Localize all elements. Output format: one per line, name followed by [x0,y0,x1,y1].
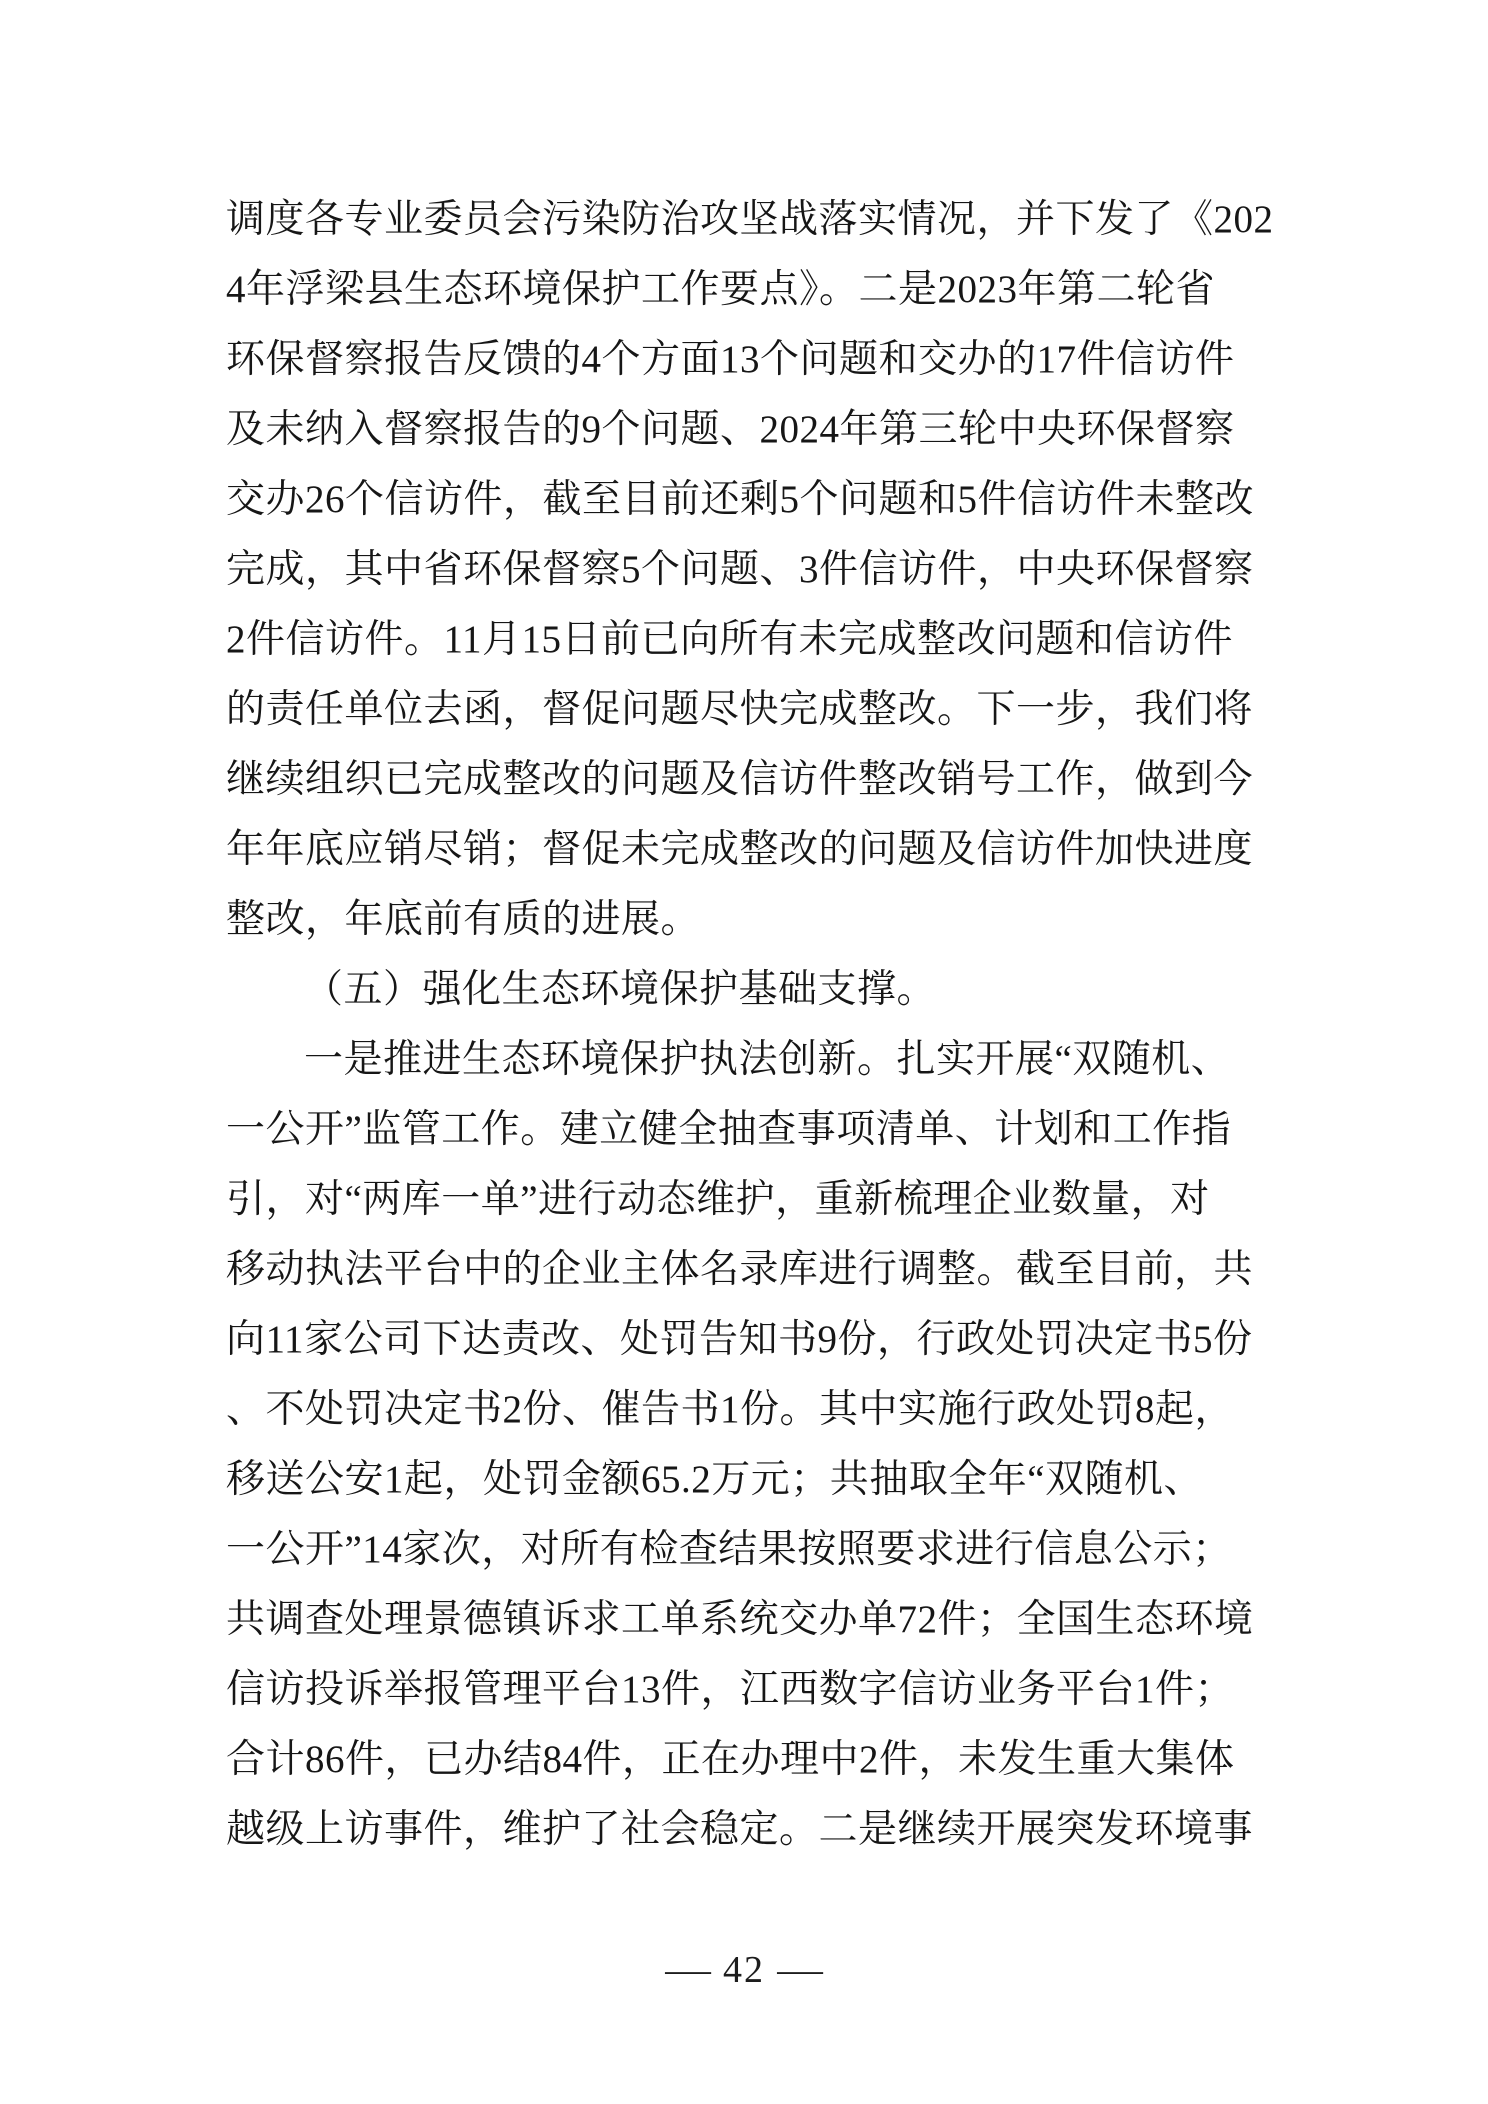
text-line: 一公开”监管工作。建立健全抽查事项清单、计划和工作指 [226,1108,1232,1151]
text-line: 环保督察报告反馈的4个方面13个问题和交办的17件信访件 [226,338,1235,381]
page-text-block [226,185,1274,1865]
page-number: 42 [723,1949,765,1991]
text-line: 移送公安1起，处罚金额65.2万元；共抽取全年“双随机、 [226,1458,1204,1501]
text-line: 移动执法平台中的企业主体名录库进行调整。截至目前，共 [226,1248,1254,1291]
text-line: 信访投诉举报管理平台13件，江西数字信访业务平台1件； [226,1668,1235,1711]
text-line: 引，对“两库一单”进行动态维护，重新梳理企业数量，对 [226,1178,1210,1221]
text-line: 交办26个信访件，截至目前还剩5个问题和5件信访件未整改 [226,478,1255,521]
section-heading-line: （五）强化生态环境保护基础支撑。 [304,968,937,1011]
footer-right-dash: — [777,1949,823,1991]
text-line: 及未纳入督察报告的9个问题、2024年第三轮中央环保督察 [226,408,1235,451]
text-line: 越级上访事件，维护了社会稳定。二是继续开展突发环境事 [226,1808,1254,1851]
text-line: 完成，其中省环保督察5个问题、3件信访件，中央环保督察 [226,548,1254,591]
text-line: 一公开”14家次，对所有检查结果按照要求进行信息公示； [226,1528,1232,1571]
text-line: 4年浮梁县生态环境保护工作要点》。二是2023年第二轮省 [226,268,1216,311]
text-line: 共调查处理景德镇诉求工单系统交办单72件；全国生态环境 [226,1598,1254,1641]
text-line: 调度各专业委员会污染防治攻坚战落实情况，并下发了《202 [226,198,1274,241]
text-line: 合计86件，已办结84件，正在办理中2件，未发生重大集体 [226,1738,1235,1781]
page-footer [0,1948,1488,1992]
text-line: 2件信访件。11月15日前已向所有未完成整改问题和信访件 [226,618,1234,661]
text-line: 的责任单位去函，督促问题尽快完成整改。下一步，我们将 [226,688,1254,731]
text-line: 、不处罚决定书2份、催告书1份。其中实施行政处罚8起， [226,1388,1235,1431]
text-line: 向11家公司下达责改、处罚告知书9份，行政处罚决定书5份 [226,1318,1253,1361]
text-line: 整改，年底前有质的进展。 [226,898,701,941]
text-line: 年年底应销尽销；督促未完成整改的问题及信访件加快进度 [226,828,1254,871]
text-line: 继续组织已完成整改的问题及信访件整改销号工作，做到今 [226,758,1254,801]
text-line: 一是推进生态环境保护执法创新。扎实开展“双随机、 [304,1038,1231,1081]
footer-left-dash: — [665,1949,711,1991]
